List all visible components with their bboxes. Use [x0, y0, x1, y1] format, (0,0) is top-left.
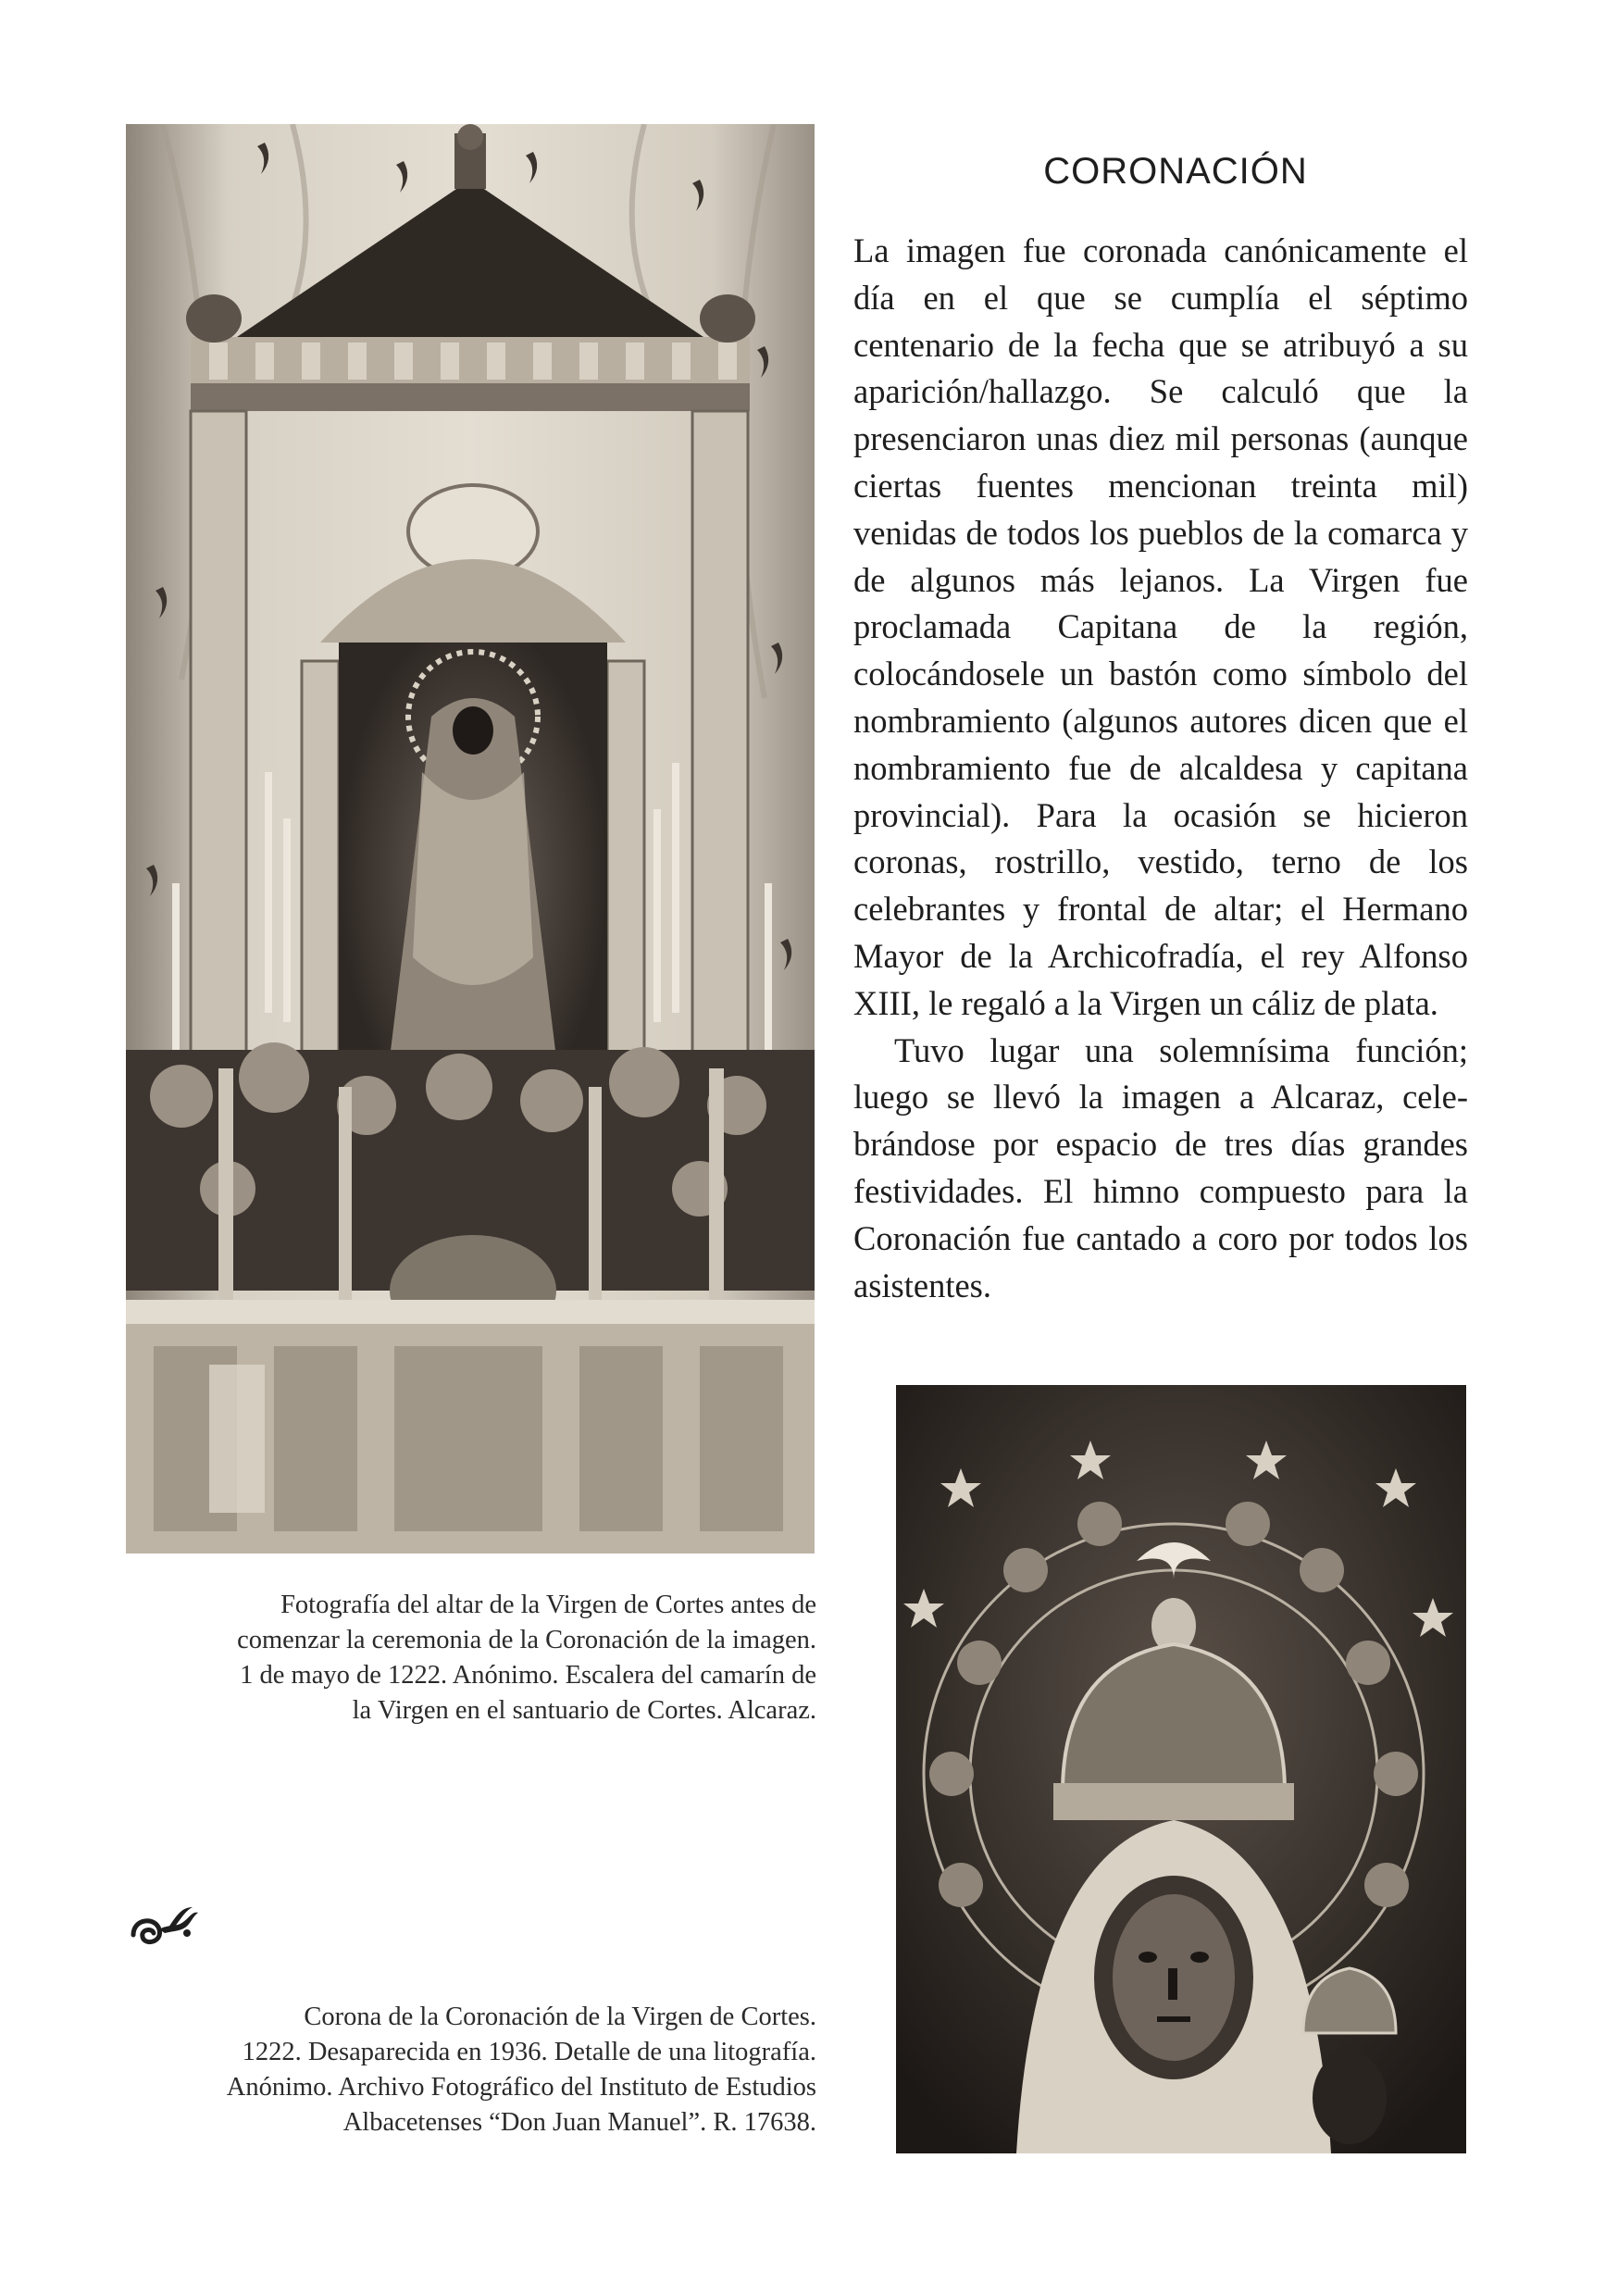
crown-lithograph [896, 1385, 1466, 2153]
caption-line: comenzar la ceremonia de la Coronación de la imagen. [237, 1626, 816, 1654]
caption-line: Anónimo. Archivo Fotográfico del Instituto de Estudios [226, 2073, 816, 2102]
body-text [853, 228, 1468, 1309]
crown-caption [120, 2000, 816, 2140]
section-title: CORONACIÓN [1043, 150, 1308, 192]
caption-line: 1222. Desaparecida en 1936. Detalle de una litografía. [242, 2038, 816, 2066]
altar-photo-illustration [126, 124, 815, 1554]
caption-line: Fotografía del altar de la Virgen de Cortes antes de [280, 1591, 816, 1619]
paragraph-1: La imagen fue coronada canónicamente el día en el que se cumplía el séptimo centenario de la fecha que se atribuyó a su aparición/hallazgo. Se calculó que la presenciaron unas diez mil personas (aunque ciertas fuentes mencionan treinta mil) venidas de todos los pueblos de la comarca y de algunos más lejanos. La Virgen fue proclamada Capitana de la región, colocándosele un bastón como símbolo del nombramiento (algunos autores dicen que el nombramiento fue de alcaldesa y capitana provincial). Para la ocasión se hicieron coronas, rostrillo, vestido, terno de los celebrantes y frontal de altar; el Hermano Mayor de la Archicofradía, el rey Alfonso XIII, le regaló a la Virgen un cáliz de plata. [853, 231, 1468, 1022]
altar-photograph [126, 124, 815, 1554]
crown-photo-illustration [896, 1385, 1466, 2153]
caption-line: 1 de mayo de 1222. Anónimo. Escalera del camarín de [240, 1661, 816, 1690]
paragraph-2: Tuvo lugar una solemnísima función; luego se llevó la imagen a Alcaraz, celebrándose por espacio de tres días grandes festividades. El himno compuesto para la Coronación fue cantado a coro por todos los asistentes. [853, 1030, 1468, 1304]
caption-line: la Virgen en el santuario de Cortes. Alcaraz. [352, 1696, 816, 1725]
fleuron-ornament-icon [128, 1900, 202, 1955]
altar-caption [120, 1588, 816, 1728]
caption-line: Corona de la Coronación de la Virgen de Cortes. [304, 2003, 816, 2031]
caption-line: Albacetenses “Don Juan Manuel”. R. 17638. [342, 2108, 816, 2137]
